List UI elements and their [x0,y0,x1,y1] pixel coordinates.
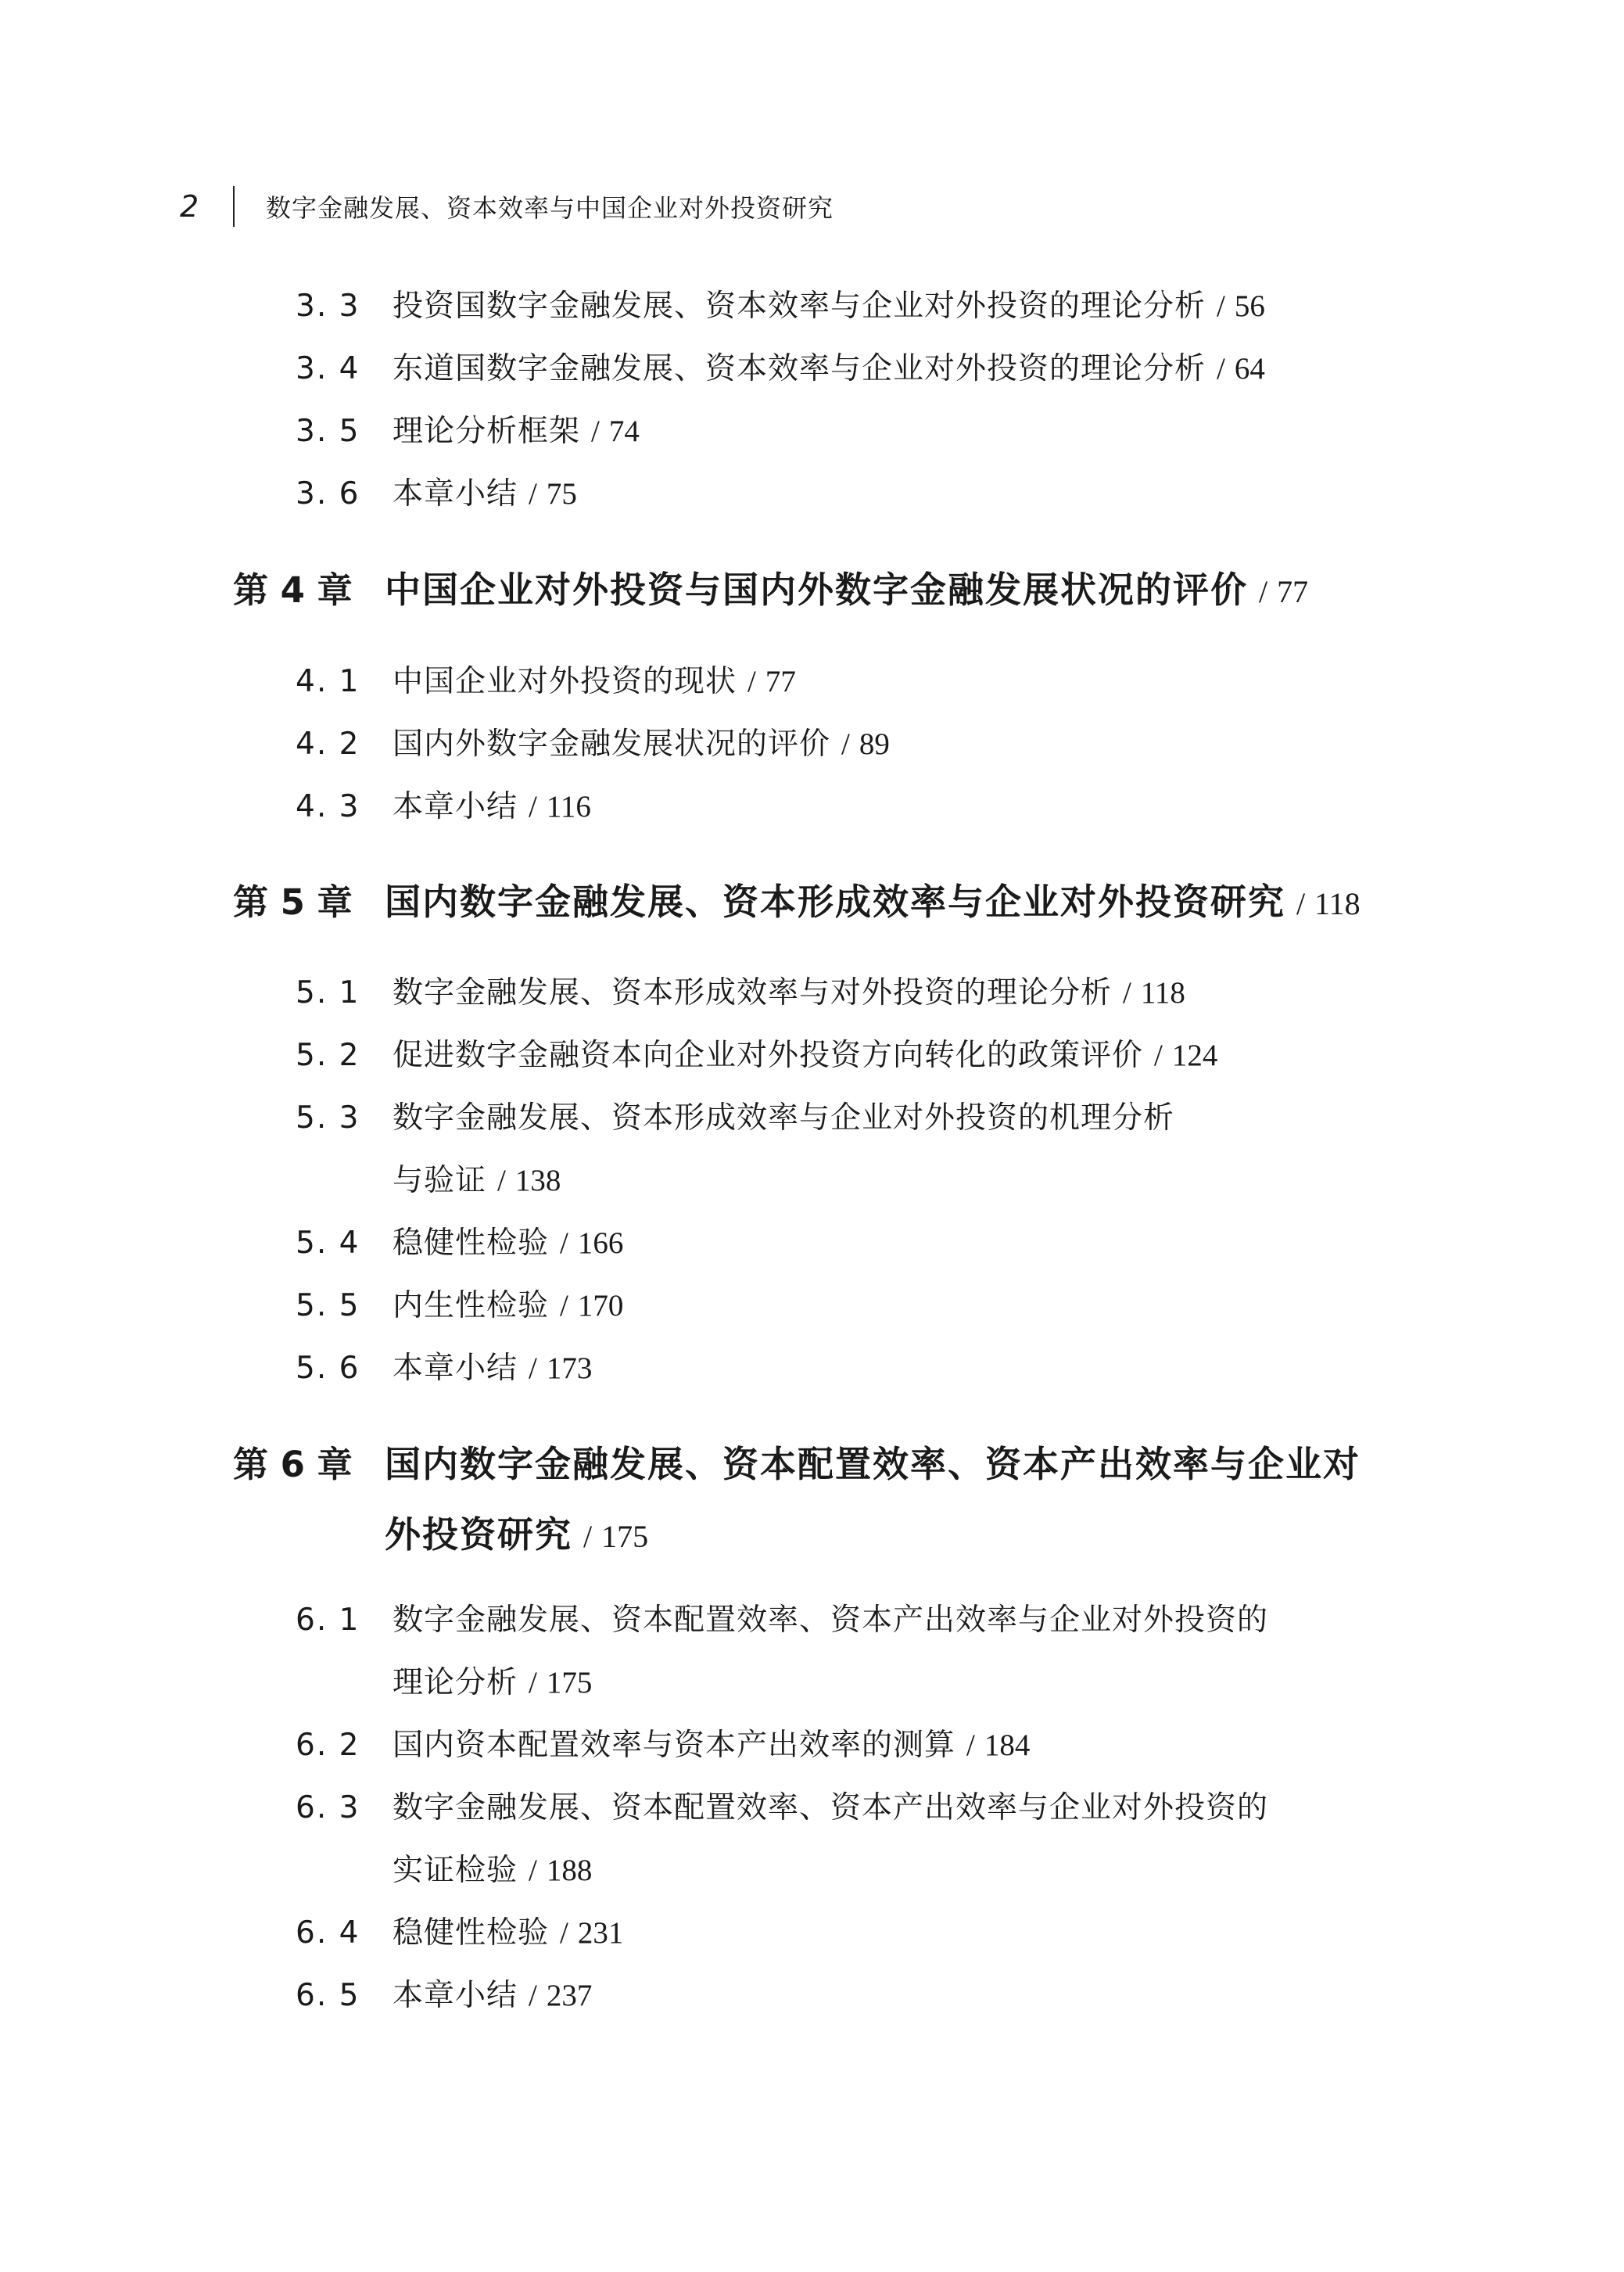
slash-separator: / [1154,1039,1163,1072]
section-title: 稳健性检验 [393,1915,550,1951]
section-title: 国内资本配置效率与资本产出效率的测算 [393,1728,956,1763]
section-title: 投资国数字金融发展、资本效率与企业对外投资的理论分析 [393,289,1206,324]
toc-entry-6-5[interactable] [296,1971,592,2015]
section-number: 6. 3 [296,1790,360,1825]
page-ref: 175 [546,1666,593,1700]
slash-separator: / [1217,352,1225,386]
section-title: 数字金融发展、资本形成效率与企业对外投资的机理分析 [393,1100,1175,1136]
page-ref: 166 [577,1226,624,1260]
slash-separator: / [591,415,600,448]
section-title-continuation [393,1658,592,1702]
toc-entry-3-6[interactable] [296,469,577,513]
chapter-label: 第 5 章 [233,881,353,923]
slash-separator: / [1296,886,1306,921]
page-number: 2 [180,189,199,224]
page-ref: 138 [514,1164,561,1197]
section-title: 本章小结 [393,476,518,511]
section-number: 6. 4 [296,1915,360,1951]
section-title: 本章小结 [393,1978,518,2013]
section-title: 稳健性检验 [393,1226,550,1261]
toc-entry-5-1[interactable] [296,968,1185,1012]
slash-separator: / [560,1289,568,1323]
slash-separator: / [1123,976,1131,1010]
section-title: 促进数字金融资本向企业对外投资方向转化的政策评价 [393,1038,1144,1073]
slash-separator: / [1217,289,1225,323]
page-ref: 231 [577,1916,624,1950]
slash-separator: / [560,1226,568,1260]
toc-entry-4-3[interactable] [296,782,591,826]
toc-entry-6-2[interactable] [296,1721,1030,1764]
page-ref: 175 [601,1519,649,1554]
section-number: 5. 2 [296,1038,360,1073]
page-ref: 237 [546,1979,593,2012]
slash-separator: / [747,665,756,698]
section-title: 数字金融发展、资本配置效率、资本产出效率与企业对外投资的 [393,1790,1269,1825]
slash-separator: / [841,727,850,761]
chapter-title: 中国企业对外投资与国内外数字金融发展状况的评价 [385,569,1248,611]
chapter-title: 国内数字金融发展、资本配置效率、资本产出效率与企业对 [385,1443,1361,1485]
section-title: 内生性检验 [393,1288,550,1323]
chapter-label: 第 4 章 [233,569,353,611]
page-ref: 75 [546,477,577,511]
page-ref: 56 [1234,289,1265,323]
toc-entry-3-3[interactable] [296,282,1265,325]
page-ref: 188 [546,1854,593,1887]
toc-entry-4-2[interactable] [296,720,890,763]
page-ref: 77 [1277,574,1309,609]
slash-separator: / [529,477,537,511]
section-title: 本章小结 [393,1351,518,1386]
page-ref: 124 [1171,1039,1218,1072]
slash-separator: / [583,1519,593,1554]
toc-entry-6-1[interactable] [296,1595,1269,1700]
chapter-title-line-2: 外投资研究 [385,1513,572,1556]
section-title: 数字金融发展、资本配置效率、资本产出效率与企业对外投资的 [393,1603,1269,1638]
toc-entry-5-3[interactable] [296,1093,1175,1198]
section-title: 理论分析框架 [393,414,581,449]
section-number: 5. 6 [296,1351,360,1386]
toc-entry-5-5[interactable] [296,1281,623,1325]
section-number: 5. 4 [296,1226,360,1261]
section-number: 6. 5 [296,1978,360,2013]
running-header [180,185,834,228]
slash-separator: / [560,1916,568,1950]
page-ref: 77 [765,665,796,698]
slash-separator: / [529,1351,537,1385]
slash-separator: / [1259,574,1268,609]
section-title: 东道国数字金融发展、资本效率与企业对外投资的理论分析 [393,351,1206,386]
toc-entry-3-5[interactable] [296,407,640,450]
toc-entry-6-3[interactable] [296,1783,1269,1888]
page-ref: 116 [546,790,591,824]
section-number: 3. 6 [296,476,360,511]
toc-chapter-6[interactable] [233,1436,1361,1556]
section-number: 5. 3 [296,1100,360,1136]
slash-separator: / [529,1979,537,2012]
section-number: 5. 5 [296,1288,360,1323]
slash-separator: / [529,790,537,824]
chapter-title-continuation [385,1506,648,1558]
toc-chapter-5[interactable] [233,874,1361,925]
section-title: 本章小结 [393,789,518,824]
toc-chapter-4[interactable] [233,562,1308,613]
toc-entry-5-2[interactable] [296,1031,1217,1075]
section-title: 数字金融发展、资本形成效率与对外投资的理论分析 [393,975,1113,1010]
page-ref: 118 [1140,976,1185,1010]
section-number: 3. 4 [296,351,360,386]
slash-separator: / [497,1164,506,1197]
section-number: 3. 5 [296,414,360,449]
chapter-title: 国内数字金融发展、资本形成效率与企业对外投资研究 [385,881,1285,923]
section-number: 5. 1 [296,975,360,1010]
slash-separator: / [529,1854,537,1887]
chapter-label: 第 6 章 [233,1444,353,1485]
section-title-line-2: 理论分析 [393,1665,518,1700]
section-number: 6. 1 [296,1603,360,1638]
page-ref: 89 [859,727,890,761]
section-title-continuation [393,1846,592,1890]
page-ref: 170 [577,1289,624,1323]
toc-entry-5-4[interactable] [296,1219,623,1262]
section-number: 4. 2 [296,727,360,762]
section-title: 国内外数字金融发展状况的评价 [393,727,831,762]
toc-entry-3-4[interactable] [296,344,1265,388]
section-title-continuation [393,1156,561,1200]
page-ref: 74 [608,415,640,448]
header-divider [233,186,235,227]
page-ref: 118 [1314,886,1361,921]
section-number: 4. 1 [296,664,360,699]
toc-entry-4-1[interactable] [296,657,796,701]
section-number: 6. 2 [296,1728,360,1763]
section-title-line-2: 实证检验 [393,1853,518,1888]
slash-separator: / [529,1666,537,1700]
section-number: 3. 3 [296,289,360,324]
section-number: 4. 3 [296,789,360,824]
toc-entry-6-4[interactable] [296,1908,623,1952]
section-title: 中国企业对外投资的现状 [393,664,737,699]
book-title: 数字金融发展、资本效率与中国企业对外投资研究 [266,193,834,223]
page-ref: 184 [984,1728,1031,1762]
section-title-line-2: 与验证 [393,1163,487,1198]
toc-entry-5-6[interactable] [296,1344,592,1387]
page-ref: 173 [546,1351,593,1385]
slash-separator: / [966,1728,975,1762]
page-ref: 64 [1234,352,1265,386]
